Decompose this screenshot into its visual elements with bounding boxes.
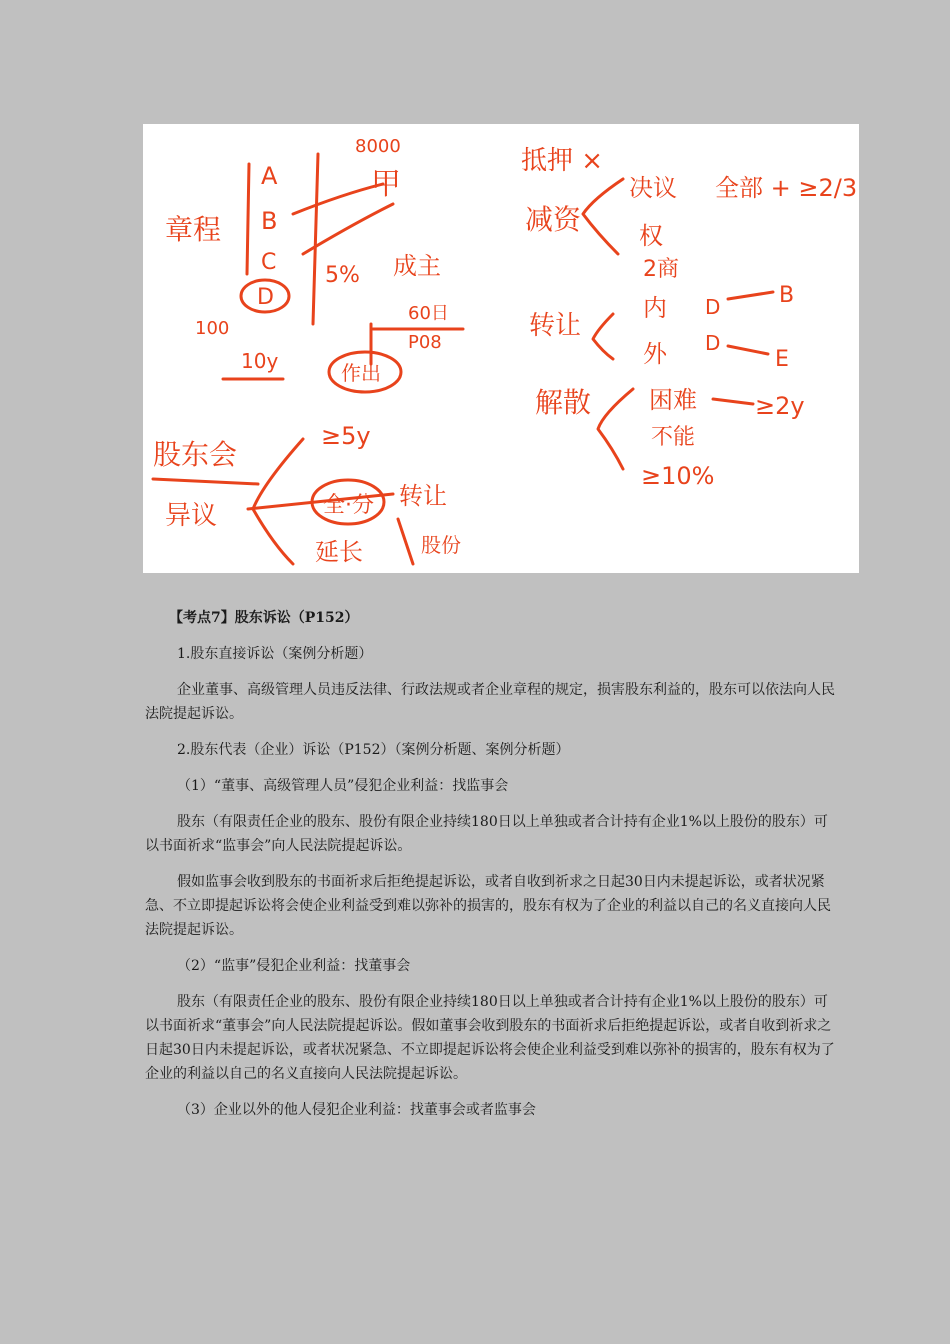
document-body	[145, 606, 835, 1134]
note-jueyi: 决议	[629, 174, 677, 202]
stroke-brace-left	[253, 439, 303, 564]
paragraph-6: 假如监事会收到股东的书面祈求后拒绝提起诉讼，或者自收到祈求之日起30日内未提起诉讼，或者状况紧急、不立即提起诉讼将会使企业利益受到难以弥补的损害的，股东有权为了企业的利益以自己的名义直接向人民法院提起诉讼。	[145, 874, 831, 938]
note-100: 100	[195, 318, 230, 339]
note-zhuanrang-left: 转让	[399, 482, 447, 510]
note-jia: 甲	[371, 167, 401, 202]
stroke-divider	[153, 479, 258, 484]
note-nei: 内	[643, 294, 667, 322]
paragraph-3: 2.股东代表（企业）诉讼（P152）（案例分析题、案例分析题）	[177, 742, 570, 758]
note-yiyi: 异议	[165, 501, 218, 531]
stroke-vertical-2	[313, 154, 318, 324]
paragraph-4: （1）“董事、高级管理人员”侵犯企业利益：找监事会	[177, 778, 509, 794]
note-5pct: 5%	[325, 263, 360, 288]
note-8000: 8000	[355, 136, 401, 157]
section-heading: 【考点7】股东诉讼（P152）	[169, 610, 359, 626]
stroke-diagonal-1	[293, 184, 383, 214]
note-jiesan: 解散	[535, 386, 592, 419]
note-quanbu: 全部 + ≥2/3	[715, 174, 858, 202]
stroke-dash-2y	[713, 399, 753, 404]
note-zhangcheng: 章程	[165, 213, 222, 246]
note-b-right: B	[779, 283, 795, 308]
note-10y: 10y	[241, 349, 279, 373]
stroke-arrow-up	[398, 519, 413, 564]
note-yanchang: 延长	[315, 538, 363, 566]
stroke-vertical-1	[247, 164, 249, 274]
paragraph-9: （3）企业以外的他人侵犯企业利益：找董事会或者监事会	[177, 1102, 536, 1118]
note-buneng: 不能	[651, 425, 696, 450]
note-c: C	[261, 250, 277, 275]
stroke-arrow-e	[728, 346, 768, 354]
stroke-brace-jianshao	[583, 179, 623, 254]
note-quan: 权	[639, 222, 663, 250]
note-d-lower: D	[705, 331, 721, 355]
note-zuochu: 作出	[341, 361, 381, 385]
notes-drawing	[143, 124, 859, 573]
note-d: D	[257, 285, 274, 310]
note-ge5y: ≥5y	[321, 422, 371, 450]
paragraph-5: 股东（有限责任企业的股东、股份有限企业持续180日以上单独或者合计持有企业1%以上股份的股东）可以书面祈求“监事会”向人民法院提起诉讼。	[145, 814, 828, 854]
note-gufen: 股份	[421, 533, 461, 557]
note-b: B	[261, 207, 278, 235]
paragraph-2: 企业董事、高级管理人员违反法律、行政法规或者企业章程的规定，损害股东利益的，股东可以依法向人民法院提起诉讼。	[145, 682, 835, 722]
stroke-brace-jiesan	[598, 389, 633, 469]
note-wai: 外	[643, 340, 667, 368]
note-jianzi: 减资	[525, 203, 582, 236]
note-gudonghui: 股东会	[153, 438, 238, 471]
note-diya: 抵押 ×	[521, 146, 604, 176]
stroke-brace-zhuanrang	[593, 314, 613, 359]
note-zhuanrang-right: 转让	[529, 311, 582, 341]
stroke-arrow-b	[728, 292, 773, 299]
note-d-upper: D	[705, 295, 721, 319]
note-kunnan: 困难	[649, 386, 697, 414]
note-a: A	[261, 162, 278, 190]
note-quanfen: 全·分	[323, 493, 374, 518]
note-chengzhu: 成主	[393, 252, 441, 280]
note-zhai: 2商	[643, 257, 679, 282]
note-e: E	[775, 347, 789, 372]
note-p08: P08	[408, 332, 442, 353]
note-ge10pct: ≥10%	[641, 462, 715, 490]
note-60d: 60日	[408, 303, 449, 324]
paragraph-7: （2）“监事”侵犯企业利益：找董事会	[177, 958, 411, 974]
handwritten-notes-image	[143, 124, 859, 573]
paragraph-1: 1.股东直接诉讼（案例分析题）	[177, 646, 373, 662]
paragraph-8: 股东（有限责任企业的股东、股份有限企业持续180日以上单独或者合计持有企业1%以上股份的股东）可以书面祈求“董事会”向人民法院提起诉讼。假如董事会收到股东的书面祈求后拒绝提起诉讼，或者自收到祈求之日起30日内未提起诉讼，或者状况紧急、不立即提起诉讼将会使企业利益受到难以弥补的损害的，股东有权为了企业的利益以自己的名义直接向人民法院提起诉讼。	[145, 994, 835, 1082]
note-ge2y: ≥2y	[755, 392, 805, 420]
